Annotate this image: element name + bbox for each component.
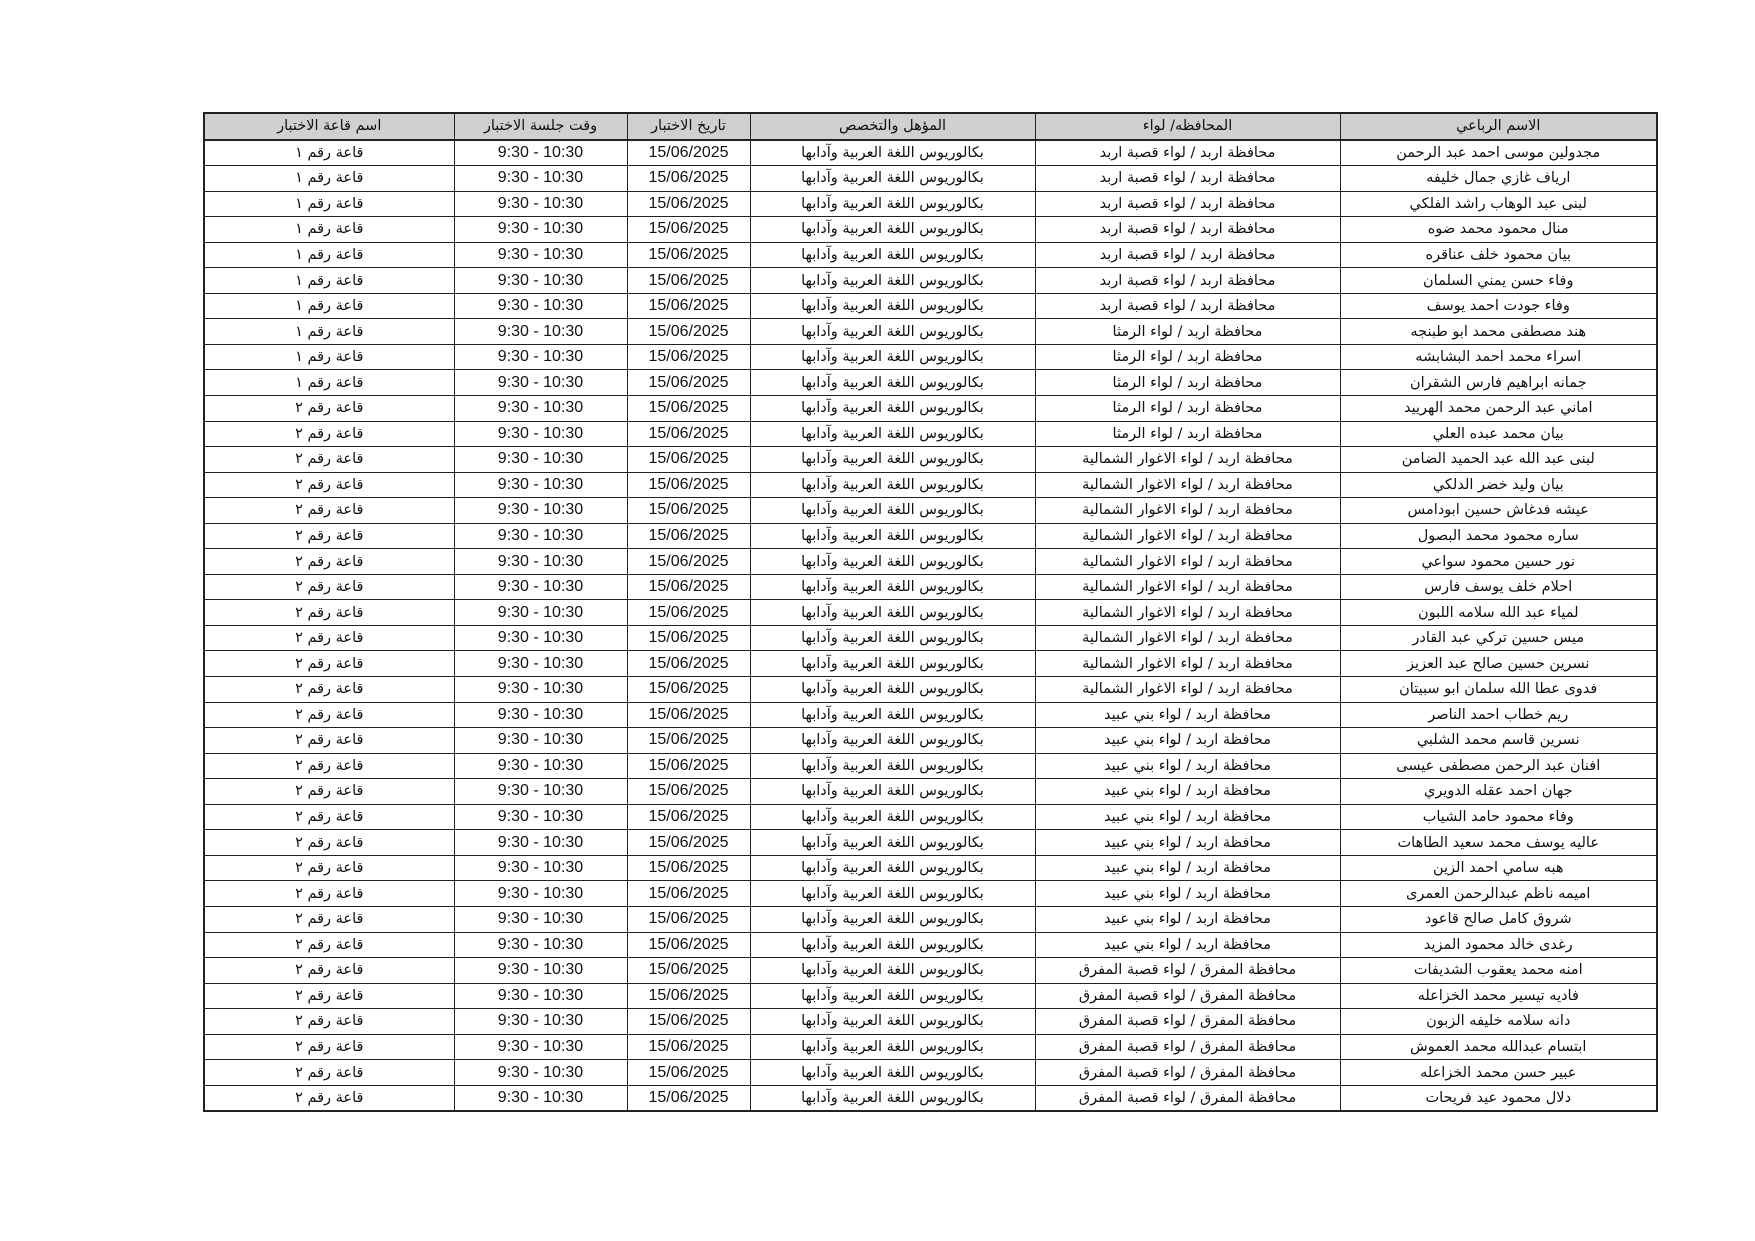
cell-name: وفاء حسن يمني السلمان (1340, 268, 1657, 294)
cell-qualification: بكالوريوس اللغة العربية وآدابها (750, 140, 1035, 166)
table-row (204, 344, 1657, 370)
cell-date: 15/06/2025 (627, 217, 750, 243)
cell-governorate: محافظة اربد / لواء الاغوار الشمالية (1035, 574, 1340, 600)
cell-date: 15/06/2025 (627, 191, 750, 217)
cell-name: بيان محمود خلف عناقره (1340, 242, 1657, 268)
cell-hall: قاعة رقم ١ (204, 319, 454, 345)
cell-date: 15/06/2025 (627, 651, 750, 677)
cell-time: 9:30 - 10:30 (454, 932, 627, 958)
cell-governorate: محافظة اربد / لواء الاغوار الشمالية (1035, 677, 1340, 703)
cell-time: 9:30 - 10:30 (454, 268, 627, 294)
table-row (204, 983, 1657, 1009)
cell-hall: قاعة رقم ٢ (204, 906, 454, 932)
cell-governorate: محافظة المفرق / لواء قصبة المفرق (1035, 958, 1340, 984)
cell-governorate: محافظة اربد / لواء بني عبيد (1035, 702, 1340, 728)
cell-qualification: بكالوريوس اللغة العربية وآدابها (750, 804, 1035, 830)
cell-hall: قاعة رقم ٢ (204, 523, 454, 549)
cell-qualification: بكالوريوس اللغة العربية وآدابها (750, 319, 1035, 345)
cell-date: 15/06/2025 (627, 830, 750, 856)
cell-date: 15/06/2025 (627, 140, 750, 166)
cell-qualification: بكالوريوس اللغة العربية وآدابها (750, 472, 1035, 498)
cell-hall: قاعة رقم ٢ (204, 396, 454, 422)
cell-hall: قاعة رقم ٢ (204, 1009, 454, 1035)
cell-date: 15/06/2025 (627, 1034, 750, 1060)
cell-name: بيان وليد خضر الدلكي (1340, 472, 1657, 498)
cell-qualification: بكالوريوس اللغة العربية وآدابها (750, 881, 1035, 907)
cell-governorate: محافظة اربد / لواء بني عبيد (1035, 881, 1340, 907)
cell-hall: قاعة رقم ٢ (204, 498, 454, 524)
table-row (204, 625, 1657, 651)
cell-date: 15/06/2025 (627, 319, 750, 345)
cell-time: 9:30 - 10:30 (454, 830, 627, 856)
table-row (204, 293, 1657, 319)
cell-governorate: محافظة اربد / لواء الرمثا (1035, 396, 1340, 422)
cell-hall: قاعة رقم ٢ (204, 549, 454, 575)
cell-governorate: محافظة اربد / لواء بني عبيد (1035, 932, 1340, 958)
cell-governorate: محافظة المفرق / لواء قصبة المفرق (1035, 1060, 1340, 1086)
cell-governorate: محافظة اربد / لواء الاغوار الشمالية (1035, 498, 1340, 524)
cell-date: 15/06/2025 (627, 804, 750, 830)
cell-governorate: محافظة اربد / لواء قصبة اربد (1035, 191, 1340, 217)
cell-governorate: محافظة اربد / لواء قصبة اربد (1035, 242, 1340, 268)
cell-name: اميمه ناظم عبدالرحمن العمرى (1340, 881, 1657, 907)
header-time: وقت جلسة الاختبار (454, 113, 627, 140)
cell-hall: قاعة رقم ٢ (204, 651, 454, 677)
cell-hall: قاعة رقم ١ (204, 191, 454, 217)
cell-governorate: محافظة اربد / لواء بني عبيد (1035, 855, 1340, 881)
cell-qualification: بكالوريوس اللغة العربية وآدابها (750, 1085, 1035, 1111)
cell-name: هند مصطفى محمد ابو طبنجه (1340, 319, 1657, 345)
cell-name: لبنى عبد الوهاب راشد الفلكي (1340, 191, 1657, 217)
table-row (204, 702, 1657, 728)
cell-time: 9:30 - 10:30 (454, 140, 627, 166)
cell-date: 15/06/2025 (627, 958, 750, 984)
cell-governorate: محافظة المفرق / لواء قصبة المفرق (1035, 1034, 1340, 1060)
cell-governorate: محافظة اربد / لواء الرمثا (1035, 421, 1340, 447)
cell-hall: قاعة رقم ٢ (204, 804, 454, 830)
cell-time: 9:30 - 10:30 (454, 753, 627, 779)
table-body (204, 140, 1657, 1112)
table-row (204, 370, 1657, 396)
cell-time: 9:30 - 10:30 (454, 702, 627, 728)
cell-name: منال محمود محمد ضوه (1340, 217, 1657, 243)
table-row (204, 447, 1657, 473)
cell-time: 9:30 - 10:30 (454, 523, 627, 549)
table-row (204, 166, 1657, 192)
cell-time: 9:30 - 10:30 (454, 472, 627, 498)
table-row (204, 191, 1657, 217)
cell-governorate: محافظة اربد / لواء الاغوار الشمالية (1035, 625, 1340, 651)
table-row (204, 396, 1657, 422)
cell-time: 9:30 - 10:30 (454, 574, 627, 600)
cell-time: 9:30 - 10:30 (454, 651, 627, 677)
cell-hall: قاعة رقم ٢ (204, 855, 454, 881)
cell-qualification: بكالوريوس اللغة العربية وآدابها (750, 166, 1035, 192)
table-row (204, 1060, 1657, 1086)
cell-name: ارياف غازي جمال خليفه (1340, 166, 1657, 192)
cell-governorate: محافظة اربد / لواء الاغوار الشمالية (1035, 651, 1340, 677)
header-hall: اسم قاعة الاختبار (204, 113, 454, 140)
cell-date: 15/06/2025 (627, 396, 750, 422)
cell-date: 15/06/2025 (627, 549, 750, 575)
cell-governorate: محافظة اربد / لواء قصبة اربد (1035, 268, 1340, 294)
cell-name: جهان احمد عقله الدويري (1340, 779, 1657, 805)
cell-qualification: بكالوريوس اللغة العربية وآدابها (750, 293, 1035, 319)
table-row (204, 600, 1657, 626)
cell-date: 15/06/2025 (627, 344, 750, 370)
cell-qualification: بكالوريوس اللغة العربية وآدابها (750, 753, 1035, 779)
cell-qualification: بكالوريوس اللغة العربية وآدابها (750, 830, 1035, 856)
table-row (204, 1009, 1657, 1035)
cell-date: 15/06/2025 (627, 753, 750, 779)
cell-hall: قاعة رقم ٢ (204, 983, 454, 1009)
cell-date: 15/06/2025 (627, 472, 750, 498)
cell-time: 9:30 - 10:30 (454, 370, 627, 396)
cell-qualification: بكالوريوس اللغة العربية وآدابها (750, 983, 1035, 1009)
cell-governorate: محافظة اربد / لواء بني عبيد (1035, 804, 1340, 830)
cell-hall: قاعة رقم ٢ (204, 779, 454, 805)
cell-name: لمياء عبد الله سلامه اللبون (1340, 600, 1657, 626)
cell-name: وفاء محمود حامد الشياب (1340, 804, 1657, 830)
cell-name: دانه سلامه خليفه الزبون (1340, 1009, 1657, 1035)
table-row (204, 958, 1657, 984)
cell-qualification: بكالوريوس اللغة العربية وآدابها (750, 651, 1035, 677)
cell-qualification: بكالوريوس اللغة العربية وآدابها (750, 574, 1035, 600)
cell-time: 9:30 - 10:30 (454, 625, 627, 651)
cell-qualification: بكالوريوس اللغة العربية وآدابها (750, 549, 1035, 575)
cell-hall: قاعة رقم ٢ (204, 753, 454, 779)
cell-hall: قاعة رقم ٢ (204, 830, 454, 856)
cell-time: 9:30 - 10:30 (454, 166, 627, 192)
table-row (204, 830, 1657, 856)
cell-governorate: محافظة اربد / لواء الاغوار الشمالية (1035, 472, 1340, 498)
cell-governorate: محافظة اربد / لواء بني عبيد (1035, 779, 1340, 805)
cell-date: 15/06/2025 (627, 779, 750, 805)
cell-name: رغدى خالد محمود المزيد (1340, 932, 1657, 958)
cell-governorate: محافظة اربد / لواء الاغوار الشمالية (1035, 447, 1340, 473)
table-row (204, 421, 1657, 447)
cell-time: 9:30 - 10:30 (454, 344, 627, 370)
cell-date: 15/06/2025 (627, 932, 750, 958)
cell-time: 9:30 - 10:30 (454, 1034, 627, 1060)
cell-hall: قاعة رقم ٢ (204, 1034, 454, 1060)
cell-time: 9:30 - 10:30 (454, 396, 627, 422)
cell-date: 15/06/2025 (627, 293, 750, 319)
table-row (204, 855, 1657, 881)
table-row (204, 549, 1657, 575)
cell-name: ميس حسين تركي عبد القادر (1340, 625, 1657, 651)
cell-time: 9:30 - 10:30 (454, 447, 627, 473)
cell-qualification: بكالوريوس اللغة العربية وآدابها (750, 855, 1035, 881)
cell-hall: قاعة رقم ٢ (204, 677, 454, 703)
cell-qualification: بكالوريوس اللغة العربية وآدابها (750, 344, 1035, 370)
cell-governorate: محافظة اربد / لواء الاغوار الشمالية (1035, 549, 1340, 575)
cell-date: 15/06/2025 (627, 625, 750, 651)
cell-date: 15/06/2025 (627, 983, 750, 1009)
cell-hall: قاعة رقم ١ (204, 370, 454, 396)
cell-qualification: بكالوريوس اللغة العربية وآدابها (750, 191, 1035, 217)
table-row (204, 677, 1657, 703)
cell-name: امنه محمد يعقوب الشديفات (1340, 958, 1657, 984)
cell-qualification: بكالوريوس اللغة العربية وآدابها (750, 677, 1035, 703)
cell-name: هبه سامي احمد الزين (1340, 855, 1657, 881)
cell-governorate: محافظة اربد / لواء بني عبيد (1035, 906, 1340, 932)
cell-name: نور حسين محمود سواعي (1340, 549, 1657, 575)
cell-hall: قاعة رقم ١ (204, 293, 454, 319)
cell-time: 9:30 - 10:30 (454, 1009, 627, 1035)
cell-name: فدوى عطا الله سلمان ابو سبيتان (1340, 677, 1657, 703)
cell-hall: قاعة رقم ٢ (204, 1085, 454, 1111)
cell-name: ساره محمود محمد البصول (1340, 523, 1657, 549)
cell-governorate: محافظة اربد / لواء قصبة اربد (1035, 217, 1340, 243)
cell-hall: قاعة رقم ٢ (204, 702, 454, 728)
cell-hall: قاعة رقم ٢ (204, 574, 454, 600)
cell-hall: قاعة رقم ٢ (204, 600, 454, 626)
cell-hall: قاعة رقم ١ (204, 242, 454, 268)
cell-qualification: بكالوريوس اللغة العربية وآدابها (750, 523, 1035, 549)
cell-name: مجدولين موسى احمد عبد الرحمن (1340, 140, 1657, 166)
cell-date: 15/06/2025 (627, 1060, 750, 1086)
table-row (204, 1034, 1657, 1060)
cell-hall: قاعة رقم ١ (204, 166, 454, 192)
cell-qualification: بكالوريوس اللغة العربية وآدابها (750, 217, 1035, 243)
cell-name: اماني عبد الرحمن محمد الهرييد (1340, 396, 1657, 422)
cell-time: 9:30 - 10:30 (454, 421, 627, 447)
cell-hall: قاعة رقم ٢ (204, 932, 454, 958)
cell-governorate: محافظة اربد / لواء بني عبيد (1035, 728, 1340, 754)
cell-time: 9:30 - 10:30 (454, 906, 627, 932)
cell-name: نسرين حسين صالح عبد العزيز (1340, 651, 1657, 677)
cell-qualification: بكالوريوس اللغة العربية وآدابها (750, 1009, 1035, 1035)
table-row (204, 804, 1657, 830)
cell-date: 15/06/2025 (627, 574, 750, 600)
cell-date: 15/06/2025 (627, 728, 750, 754)
cell-time: 9:30 - 10:30 (454, 1060, 627, 1086)
cell-qualification: بكالوريوس اللغة العربية وآدابها (750, 268, 1035, 294)
cell-name: عاليه يوسف محمد سعيد الطاهات (1340, 830, 1657, 856)
cell-name: نسرين قاسم محمد الشلبي (1340, 728, 1657, 754)
cell-time: 9:30 - 10:30 (454, 293, 627, 319)
cell-qualification: بكالوريوس اللغة العربية وآدابها (750, 447, 1035, 473)
cell-time: 9:30 - 10:30 (454, 1085, 627, 1111)
cell-time: 9:30 - 10:30 (454, 804, 627, 830)
cell-hall: قاعة رقم ٢ (204, 728, 454, 754)
cell-qualification: بكالوريوس اللغة العربية وآدابها (750, 1060, 1035, 1086)
cell-qualification: بكالوريوس اللغة العربية وآدابها (750, 779, 1035, 805)
table-row (204, 217, 1657, 243)
table-row (204, 881, 1657, 907)
cell-date: 15/06/2025 (627, 702, 750, 728)
cell-governorate: محافظة المفرق / لواء قصبة المفرق (1035, 1009, 1340, 1035)
cell-name: ريم خطاب احمد الناصر (1340, 702, 1657, 728)
cell-governorate: محافظة اربد / لواء قصبة اربد (1035, 293, 1340, 319)
header-qualification: المؤهل والتخصص (750, 113, 1035, 140)
exam-schedule-table (203, 112, 1658, 1112)
cell-name: بيان محمد عبده العلي (1340, 421, 1657, 447)
table-row (204, 728, 1657, 754)
cell-time: 9:30 - 10:30 (454, 779, 627, 805)
cell-date: 15/06/2025 (627, 881, 750, 907)
cell-governorate: محافظة اربد / لواء بني عبيد (1035, 753, 1340, 779)
cell-governorate: محافظة اربد / لواء الاغوار الشمالية (1035, 600, 1340, 626)
cell-qualification: بكالوريوس اللغة العربية وآدابها (750, 625, 1035, 651)
cell-qualification: بكالوريوس اللغة العربية وآدابها (750, 498, 1035, 524)
table-row (204, 472, 1657, 498)
cell-hall: قاعة رقم ١ (204, 140, 454, 166)
cell-qualification: بكالوريوس اللغة العربية وآدابها (750, 396, 1035, 422)
cell-name: عيشه فدغاش حسين ابودامس (1340, 498, 1657, 524)
header-governorate: المحافظه/ لواء (1035, 113, 1340, 140)
cell-name: لبنى عبد الله عبد الحميد الضامن (1340, 447, 1657, 473)
cell-qualification: بكالوريوس اللغة العربية وآدابها (750, 728, 1035, 754)
cell-hall: قاعة رقم ٢ (204, 881, 454, 907)
cell-hall: قاعة رقم ٢ (204, 958, 454, 984)
table-row (204, 242, 1657, 268)
cell-qualification: بكالوريوس اللغة العربية وآدابها (750, 932, 1035, 958)
table-row (204, 906, 1657, 932)
cell-governorate: محافظة اربد / لواء قصبة اربد (1035, 166, 1340, 192)
table-row (204, 651, 1657, 677)
cell-name: افنان عبد الرحمن مصطفى عيسى (1340, 753, 1657, 779)
table-row (204, 1085, 1657, 1111)
cell-hall: قاعة رقم ١ (204, 268, 454, 294)
cell-governorate: محافظة اربد / لواء الرمثا (1035, 319, 1340, 345)
cell-governorate: محافظة اربد / لواء بني عبيد (1035, 830, 1340, 856)
cell-time: 9:30 - 10:30 (454, 881, 627, 907)
cell-time: 9:30 - 10:30 (454, 498, 627, 524)
cell-time: 9:30 - 10:30 (454, 728, 627, 754)
header-date: تاريخ الاختبار (627, 113, 750, 140)
cell-time: 9:30 - 10:30 (454, 549, 627, 575)
cell-governorate: محافظة المفرق / لواء قصبة المفرق (1035, 1085, 1340, 1111)
table-row (204, 523, 1657, 549)
cell-qualification: بكالوريوس اللغة العربية وآدابها (750, 906, 1035, 932)
cell-name: دلال محمود عيد فريحات (1340, 1085, 1657, 1111)
header-name: الاسم الرباعي (1340, 113, 1657, 140)
cell-date: 15/06/2025 (627, 498, 750, 524)
cell-qualification: بكالوريوس اللغة العربية وآدابها (750, 370, 1035, 396)
cell-date: 15/06/2025 (627, 906, 750, 932)
cell-governorate: محافظة المفرق / لواء قصبة المفرق (1035, 983, 1340, 1009)
cell-time: 9:30 - 10:30 (454, 191, 627, 217)
cell-qualification: بكالوريوس اللغة العربية وآدابها (750, 600, 1035, 626)
cell-date: 15/06/2025 (627, 1085, 750, 1111)
table-row (204, 753, 1657, 779)
cell-hall: قاعة رقم ٢ (204, 1060, 454, 1086)
cell-qualification: بكالوريوس اللغة العربية وآدابها (750, 242, 1035, 268)
cell-name: شروق كامل صالح قاعود (1340, 906, 1657, 932)
cell-name: جمانه ابراهيم فارس الشقران (1340, 370, 1657, 396)
cell-time: 9:30 - 10:30 (454, 600, 627, 626)
table-header-row (204, 113, 1657, 140)
cell-governorate: محافظة اربد / لواء قصبة اربد (1035, 140, 1340, 166)
cell-time: 9:30 - 10:30 (454, 319, 627, 345)
cell-date: 15/06/2025 (627, 523, 750, 549)
cell-date: 15/06/2025 (627, 1009, 750, 1035)
table-row (204, 268, 1657, 294)
cell-date: 15/06/2025 (627, 242, 750, 268)
cell-date: 15/06/2025 (627, 268, 750, 294)
cell-name: احلام خلف يوسف فارس (1340, 574, 1657, 600)
table-row (204, 498, 1657, 524)
table-row (204, 574, 1657, 600)
cell-date: 15/06/2025 (627, 677, 750, 703)
table-row (204, 779, 1657, 805)
cell-date: 15/06/2025 (627, 166, 750, 192)
table-row (204, 319, 1657, 345)
cell-date: 15/06/2025 (627, 370, 750, 396)
cell-qualification: بكالوريوس اللغة العربية وآدابها (750, 958, 1035, 984)
cell-hall: قاعة رقم ٢ (204, 472, 454, 498)
cell-governorate: محافظة اربد / لواء الرمثا (1035, 344, 1340, 370)
cell-time: 9:30 - 10:30 (454, 217, 627, 243)
cell-governorate: محافظة اربد / لواء الرمثا (1035, 370, 1340, 396)
cell-hall: قاعة رقم ١ (204, 344, 454, 370)
table-row (204, 140, 1657, 166)
cell-date: 15/06/2025 (627, 600, 750, 626)
cell-time: 9:30 - 10:30 (454, 242, 627, 268)
table-row (204, 932, 1657, 958)
cell-time: 9:30 - 10:30 (454, 677, 627, 703)
cell-qualification: بكالوريوس اللغة العربية وآدابها (750, 1034, 1035, 1060)
cell-hall: قاعة رقم ١ (204, 217, 454, 243)
cell-name: عبير حسن محمد الخزاعله (1340, 1060, 1657, 1086)
cell-time: 9:30 - 10:30 (454, 983, 627, 1009)
cell-hall: قاعة رقم ٢ (204, 447, 454, 473)
cell-qualification: بكالوريوس اللغة العربية وآدابها (750, 421, 1035, 447)
cell-qualification: بكالوريوس اللغة العربية وآدابها (750, 702, 1035, 728)
cell-name: فاديه تيسير محمد الخزاعله (1340, 983, 1657, 1009)
cell-name: اسراء محمد احمد البشابشه (1340, 344, 1657, 370)
cell-date: 15/06/2025 (627, 421, 750, 447)
cell-hall: قاعة رقم ٢ (204, 421, 454, 447)
cell-time: 9:30 - 10:30 (454, 958, 627, 984)
cell-name: ابتسام عبدالله محمد العموش (1340, 1034, 1657, 1060)
cell-name: وفاء جودت احمد يوسف (1340, 293, 1657, 319)
cell-hall: قاعة رقم ٢ (204, 625, 454, 651)
cell-date: 15/06/2025 (627, 855, 750, 881)
cell-date: 15/06/2025 (627, 447, 750, 473)
cell-governorate: محافظة اربد / لواء الاغوار الشمالية (1035, 523, 1340, 549)
cell-time: 9:30 - 10:30 (454, 855, 627, 881)
